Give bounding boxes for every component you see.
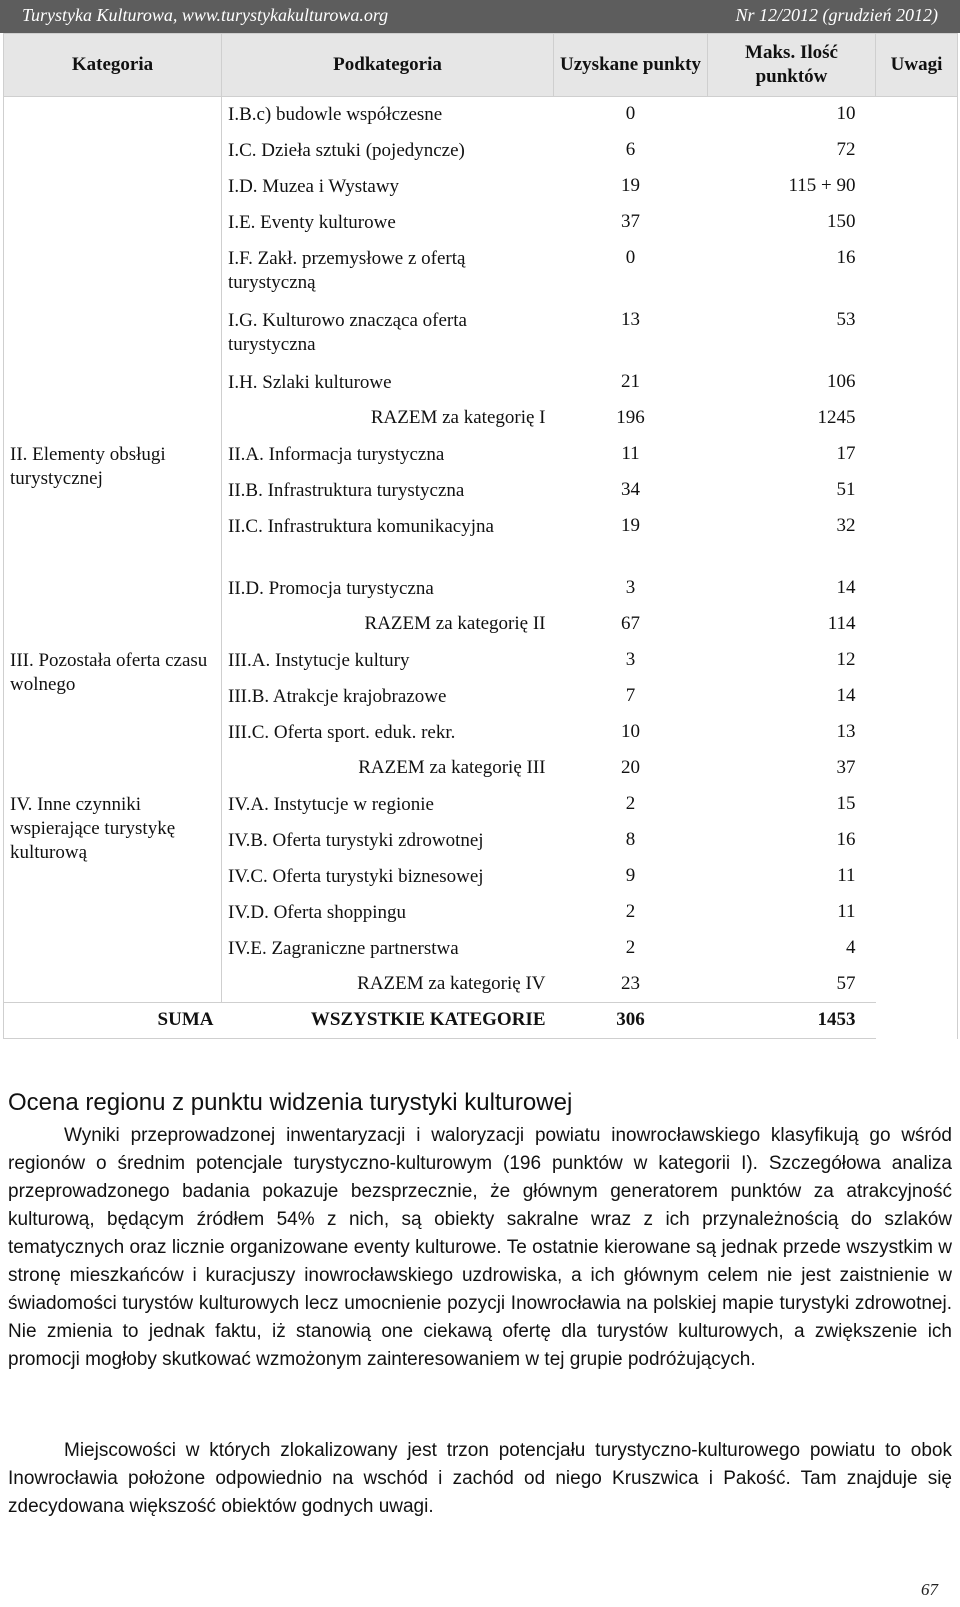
sum-row xyxy=(4,1003,958,1039)
points-got: 6 xyxy=(625,138,636,160)
points-max: 16 xyxy=(836,246,856,268)
points-got: 37 xyxy=(621,210,640,232)
section-title: Ocena regionu z punktu widzenia turystyki kulturowej xyxy=(8,1089,573,1116)
points-max: 72 xyxy=(836,138,856,160)
paragraph: Miejscowości w których zlokalizowany jest trzon potencjału turystyczno-kulturowego powiatu to obok Inowrocławia położone odpowiednio na wschód i zachód od niego Kruszwica i Pakość. Tam znajduje się zdecydowana większość obiektów godnych uwagi. xyxy=(8,1440,952,1517)
subcategory: I.B.c) budowle współczesne xyxy=(228,104,443,125)
category-cell-II: II. Elementy obsługi turystycznej xyxy=(4,437,222,643)
points-max: 13 xyxy=(836,720,856,742)
points-max: 15 xyxy=(836,792,856,814)
points-table xyxy=(3,33,958,1039)
points-max: 106 xyxy=(827,370,856,392)
points-got: 8 xyxy=(625,828,636,850)
subcategory: III.B. Atrakcje krajobrazowe xyxy=(228,685,447,707)
points-got: 19 xyxy=(621,174,640,196)
category-cell-III: III. Pozostała oferta czasu wolnego xyxy=(4,643,222,787)
points-max: 14 xyxy=(836,684,856,706)
col-header-maks: Maks. Ilość punktów xyxy=(708,34,876,97)
subcategory: I.H. Szlaki kulturowe xyxy=(228,371,392,393)
subcategory: III.A. Instytucje kultury xyxy=(228,649,410,671)
points-got: 2 xyxy=(625,936,636,958)
points-max: 16 xyxy=(836,828,856,850)
table-row xyxy=(4,97,958,133)
all-categories-label: WSZYSTKIE KATEGORIE xyxy=(222,1003,554,1039)
subcategory: IV.D. Oferta shoppingu xyxy=(228,901,407,923)
table-row xyxy=(4,437,958,473)
category-total-label: RAZEM za kategorię IV xyxy=(357,972,546,994)
subcategory: I.C. Dzieła sztuki (pojedyncze) xyxy=(228,139,465,161)
points-got: 13 xyxy=(621,308,640,330)
subcategory: IV.A. Instytucje w regionie xyxy=(228,793,434,815)
points-got: 67 xyxy=(621,612,640,634)
points-got: 23 xyxy=(621,972,640,994)
points-max: 14 xyxy=(836,576,856,598)
page-number: 67 xyxy=(921,1580,938,1599)
subcategory: IV.C. Oferta turystyki biznesowej xyxy=(228,865,484,887)
subcategory: II.D. Promocja turystyczna xyxy=(228,577,434,599)
category-total-label: RAZEM za kategorię III xyxy=(358,756,546,778)
points-max: 114 xyxy=(827,612,856,634)
col-header-podkategoria: Podkategoria xyxy=(222,34,554,97)
points-got: 2 xyxy=(625,900,636,922)
points-max: 32 xyxy=(836,514,856,536)
subcategory: II.C. Infrastruktura komunikacyjna xyxy=(228,515,494,537)
category-total-label: RAZEM za kategorię I xyxy=(370,406,546,428)
points-max: 150 xyxy=(827,210,856,232)
table-row xyxy=(4,787,958,823)
points-got: 0 xyxy=(625,103,636,124)
points-max: 10 xyxy=(836,103,856,124)
points-max: 53 xyxy=(836,308,856,330)
sum-points-max: 1453 xyxy=(708,1003,876,1039)
col-header-kategoria: Kategoria xyxy=(4,34,222,97)
subcategory: IV.E. Zagraniczne partnerstwa xyxy=(228,937,459,959)
sum-points-got: 306 xyxy=(554,1003,708,1039)
subcategory: I.G. Kulturowo znacząca oferta turystyczna xyxy=(228,309,467,355)
points-max: 57 xyxy=(836,972,856,994)
points-max: 115 + 90 xyxy=(788,174,856,196)
category-cell-I xyxy=(4,97,222,437)
points-got: 0 xyxy=(625,246,636,268)
points-max: 12 xyxy=(836,648,856,670)
col-header-uwagi: Uwagi xyxy=(876,34,958,97)
journal-title: Turystyka Kulturowa, www.turystykakulturowa.org xyxy=(22,5,389,25)
subcategory: IV.B. Oferta turystyki zdrowotnej xyxy=(228,829,484,851)
points-got: 9 xyxy=(625,864,636,886)
points-got: 3 xyxy=(625,576,636,598)
points-got: 3 xyxy=(625,648,636,670)
issue-number: Nr 12/2012 (grudzień 2012) xyxy=(735,5,938,25)
points-got: 34 xyxy=(621,478,640,500)
points-got: 196 xyxy=(616,406,645,428)
sum-label: SUMA xyxy=(4,1003,222,1039)
points-max: 4 xyxy=(846,936,856,958)
points-max: 37 xyxy=(836,756,856,778)
subcategory: III.C. Oferta sport. eduk. rekr. xyxy=(228,721,456,743)
points-got: 7 xyxy=(625,684,636,706)
paragraph: Wyniki przeprowadzonej inwentaryzacji i waloryzacji powiatu inowrocławskiego klasyfikują go wśród regionów o średnim potencjale turystyczno-kulturowym (196 punktów w kategorii I). Szczegółowa analiza przeprowadzonego badania pokazuje bezsprzecznie, że głównym generatorem punktów za atrakcyjność kulturową, będącym źródłem 54% z nich, są obiekty sakralne wraz z ich przynależnością do szlaków tematycznych oraz licznie organizowane eventy kulturowe. Te ostatnie kierowane są jednak przede wszystkim w stronę mieszkańców i kuracjuszy inowrocławskiego uzdrowiska, a ich głównym celem nie jest zaistnienie w świadomości turystów kulturowych lecz umocnienie pozycji Inowrocławia na polskiej mapie turystyki zdrowotnej. Nie zmienia to jednak faktu, iż stanowią one ciekawą ofertę dla turystów kulturowych, a zwiększenie ich promocji mogłoby skutkować wzmożonym zainteresowaniem w tej grupie podróżujących. xyxy=(8,1125,952,1370)
points-got: 21 xyxy=(621,370,640,392)
points-max: 1245 xyxy=(817,406,856,428)
points-max: 51 xyxy=(836,478,856,500)
points-max: 11 xyxy=(837,900,856,922)
points-got: 19 xyxy=(621,514,640,536)
category-total-label: RAZEM za kategorię II xyxy=(364,612,546,634)
points-got: 10 xyxy=(621,720,640,742)
subcategory: I.E. Eventy kulturowe xyxy=(228,211,396,233)
points-got: 2 xyxy=(625,792,636,814)
points-max: 11 xyxy=(837,864,856,886)
subcategory: I.F. Zakł. przemysłowe z ofertą turystyczną xyxy=(228,247,466,293)
col-header-uzyskane: Uzyskane punkty xyxy=(554,34,708,97)
points-max: 17 xyxy=(836,442,856,464)
subcategory: I.D. Muzea i Wystawy xyxy=(228,175,400,197)
subcategory: II.A. Informacja turystyczna xyxy=(228,443,445,465)
table-row xyxy=(4,643,958,679)
points-got: 11 xyxy=(621,442,640,464)
points-got: 20 xyxy=(621,756,640,778)
category-cell-IV: IV. Inne czynniki wspierające turystykę kulturową xyxy=(4,787,222,1003)
notes-cell xyxy=(876,97,958,1039)
page-header xyxy=(0,0,960,33)
subcategory: II.B. Infrastruktura turystyczna xyxy=(228,479,465,501)
